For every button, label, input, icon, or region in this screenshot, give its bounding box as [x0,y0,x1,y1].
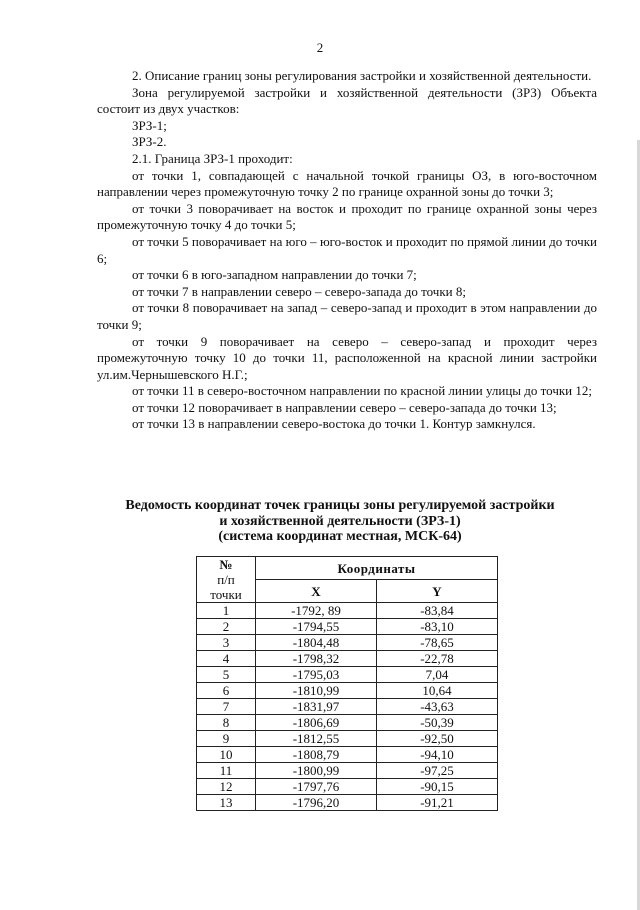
paragraph: от точки 12 поворачивает в направлении северо – северо-запада до точки 13; [132,399,557,415]
paragraph: от точки 6 в юго-западном направлении до точки 7; [132,267,417,283]
page-number: 2 [316,40,324,55]
x-coordinate-cell: -1795,03 [256,667,377,683]
table-row [197,603,498,619]
point-number-cell: 12 [197,779,256,795]
table-row [197,667,498,683]
paragraph: ЗРЗ-1; [132,117,167,133]
paragraph: от точки 5 поворачивает на юго – юго-восток и проходит по прямой линии до точки 6; [97,233,597,266]
paragraph: от точки 1, совпадающей с начальной точкой границы ОЗ, в юго-восточном направлении через промежуточную точку 2 по границе охранной зоны до точки 3; [97,167,597,200]
table-row [197,651,498,667]
paragraph: от точки 3 поворачивает на восток и проходит по границе охранной зоны через промежуточную точку 4 до точки 5; [97,200,597,233]
x-header: X [256,580,377,603]
paragraph: от точки 7 в направлении северо – северо-запада до точки 8; [132,283,466,299]
table-title-line-3: (система координат местная, МСК-64) [218,529,462,544]
point-number-cell: 11 [197,763,256,779]
y-coordinate-cell: -92,50 [377,731,498,747]
point-number-cell: 2 [197,619,256,635]
point-number-cell: 8 [197,715,256,731]
paragraph: 2. Описание границ зоны регулирования застройки и хозяйственной деятельности. [132,68,592,83]
paragraph: от точки 11 в северо-восточном направлении по красной линии улицы до точки 12; [132,383,592,399]
x-coordinate-cell: -1792, 89 [256,603,377,619]
paragraph: от точки 13 в направлении северо-востока до точки 1. Контур замкнулся. [132,416,536,432]
point-number-cell: 1 [197,603,256,619]
y-coordinate-cell: 7,04 [377,667,498,683]
table-row [197,683,498,699]
x-coordinate-cell: -1806,69 [256,715,377,731]
body-text [97,68,597,433]
y-coordinate-cell: -78,65 [377,635,498,651]
point-number-cell: 13 [197,795,256,811]
y-coordinate-cell: -43,63 [377,699,498,715]
table-row [197,635,498,651]
y-coordinate-cell: -90,15 [377,779,498,795]
point-number-cell: 4 [197,651,256,667]
y-coordinate-cell: -83,84 [377,603,498,619]
x-coordinate-cell: -1808,79 [256,747,377,763]
point-number-cell: 6 [197,683,256,699]
header-num-symbol: № [219,557,233,572]
table-title [90,498,590,545]
paragraph: Зона регулируемой застройки и хозяйственной деятельности (ЗРЗ) Объекта состоит из двух участков: [97,84,597,117]
header-num-pp: п/п [217,572,235,587]
y-coordinate-cell: -91,21 [377,795,498,811]
table-title-line-2: и хозяйственной деятельности (ЗРЗ-1) [219,513,461,529]
x-coordinate-cell: -1812,55 [256,731,377,747]
paragraph: 2.1. Граница ЗРЗ-1 проходит: [132,150,293,166]
table-row [197,699,498,715]
point-number-cell: 10 [197,747,256,763]
point-number-cell: 5 [197,667,256,683]
table-row [197,731,498,747]
x-coordinate-cell: -1804,48 [256,635,377,651]
paragraph: от точки 9 поворачивает на северо – северо-запад и проходит через промежуточную точку 10 до точки 11, расположенной на красной линии застройки ул.им.Чернышевского Н.Г.; [97,333,597,382]
table-row [197,747,498,763]
y-coordinate-cell: 10,64 [377,683,498,699]
table-row [197,619,498,635]
table-title-line-1: Ведомость координат точек границы зоны регулируемой застройки [125,498,555,513]
x-coordinate-cell: -1800,99 [256,763,377,779]
point-number-cell: 9 [197,731,256,747]
point-number-cell: 7 [197,699,256,715]
x-coordinate-cell: -1796,20 [256,795,377,811]
x-coordinate-cell: -1798,32 [256,651,377,667]
y-coordinate-cell: -83,10 [377,619,498,635]
x-coordinate-cell: -1831,97 [256,699,377,715]
table-row [197,763,498,779]
y-coordinate-cell: -50,39 [377,715,498,731]
table-row [197,715,498,731]
coordinates-header: Координаты [256,557,498,580]
table-row [197,779,498,795]
y-header: Y [377,580,498,603]
header-num-point: точки [210,587,242,602]
point-number-header [197,557,256,603]
x-coordinate-cell: -1810,99 [256,683,377,699]
point-number-cell: 3 [197,635,256,651]
x-coordinate-cell: -1794,55 [256,619,377,635]
paragraph: ЗРЗ-2. [132,134,167,150]
x-coordinate-cell: -1797,76 [256,779,377,795]
coordinates-body [197,603,498,811]
y-coordinate-cell: -94,10 [377,747,498,763]
coordinates-table [196,556,498,811]
y-coordinate-cell: -22,78 [377,651,498,667]
table-row [197,795,498,811]
y-coordinate-cell: -97,25 [377,763,498,779]
paragraph: от точки 8 поворачивает на запад – северо-запад и проходит в этом направлении до точки 9; [97,300,597,332]
